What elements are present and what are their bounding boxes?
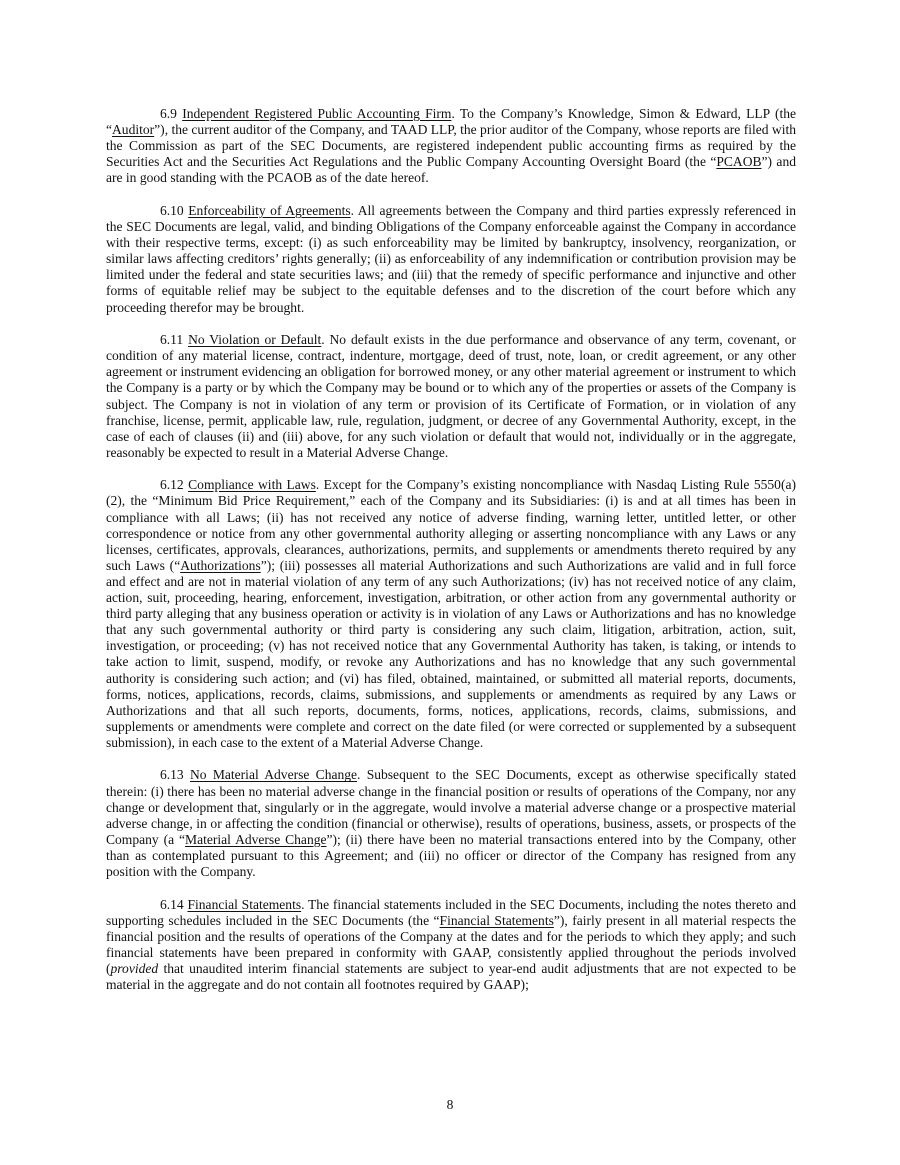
- section-heading: No Material Adverse Change: [190, 767, 358, 783]
- defined-term: Auditor: [112, 122, 155, 138]
- section-number: 6.13: [160, 767, 184, 783]
- section-paragraph: [106, 332, 796, 461]
- section-heading: Independent Registered Public Accounting Firm: [182, 106, 452, 121]
- body-text: ”); (iii) possesses all material Authorizations and such Authorizations are valid and in full force and effect and are not in material violation of any term of any such Authorizations; (iv) has not received notice of any claim, action, suit, proceeding, hearing, enforcement, investigation, arbitration, or other action from any governmental authority or third party alleging that any business operation or activity is in violation of any Laws or Authorizations and has no knowledge that any such governmental authority or third party is considering any such claim, litigation, arbitration, action, suit, investigation, or proceeding; (v) has not received notice that any Governmental Authority has taken, is taking, or intends to take action to limit, suspend, modify, or revoke any Authorizations and has no knowledge that any such governmental authority is considering such action; and (vi) has filed, obtained, maintained, or submitted all material reports, documents, forms, notices, applications, records, claims, submissions, and supplements or amendments as required by any Laws or Authorizations and that all such reports, documents, forms, notices, applications, records, claims, submissions, and supplements or amendments were complete and correct on the date filed (or were corrected or supplemented by a subsequent submission), in each case to the extent of a Material Adverse Change.: [106, 557, 796, 750]
- section-6-9: [106, 106, 796, 186]
- section-heading: No Violation or Default: [188, 332, 322, 348]
- section-heading: Financial Statements: [187, 896, 302, 912]
- section-list: [106, 106, 796, 993]
- section-paragraph: [106, 477, 796, 751]
- section-number: 6.14: [160, 896, 184, 912]
- body-text: . The financial statements included in the SEC Documents, including the notes thereto and supporting schedules included in the SEC Documents (the “: [106, 896, 796, 928]
- body-text: . Except for the Company’s existing noncompliance with Nasdaq Listing Rule 5550(a)(2), the “Minimum Bid Price Requirement,” each of the Company and its Subsidiaries: (i) is and at all times has been in compliance with all Laws; (ii) has not received any notice of adverse finding, warning letter, untitled letter, or other correspondence or notice from any other governmental authority alleging or asserting noncompliance with any Laws or any licenses, certificates, approvals, clearances, authorizations, permits, and supplements or amendments thereto required by any such Laws (“: [106, 477, 796, 573]
- section-paragraph: [106, 767, 796, 880]
- body-text: . Subsequent to the SEC Documents, except as otherwise specifically stated therein: (i) there has been no material adverse change in the financial position or results of operations of the Company, nor any change or development that, singularly or in the aggregate, would involve a material adverse change or a prospective material adverse change, in or affecting the condition (financial or otherwise), results of operations, business, assets, or prospects of the Company (a “: [106, 767, 796, 847]
- section-6-10: [106, 203, 796, 316]
- page-number: 8: [446, 1097, 454, 1112]
- section-6-13: [106, 767, 796, 880]
- body-text: that unaudited interim financial statements are subject to year-end audit adjustments that are not expected to be material in the aggregate and do not contain all footnotes required by GAAP);: [106, 961, 796, 993]
- defined-term: PCAOB: [716, 154, 762, 170]
- section-paragraph: [106, 106, 796, 186]
- section-6-11: [106, 332, 796, 461]
- section-paragraph: [106, 203, 796, 316]
- defined-term: Financial Statements: [439, 912, 554, 928]
- section-heading: Compliance with Laws: [188, 477, 316, 493]
- body-text: . To the Company’s Knowledge, Simon & Edward, LLP (the “: [106, 106, 797, 138]
- section-6-12: [106, 477, 796, 751]
- section-paragraph: [106, 897, 796, 994]
- section-number: 6.11: [160, 332, 184, 348]
- body-text: . All agreements between the Company and third parties expressly referenced in the SEC Documents are legal, valid, and binding Obligations of the Company enforceable against the Company in accordance with their respective terms, except: (i) as such enforceability may be limited by bankruptcy, insolvency, reorganization, or similar laws affecting creditors’ rights generally; (ii) as enforceability of any indemnification or contribution provision may be limited under the federal and state securities laws; and (iii) that the remedy of specific performance and injunctive and other forms of equitable relief may be subject to the equitable defenses and to the discretion of the court before which any proceeding therefor may be brought.: [106, 202, 796, 315]
- defined-term: Material Adverse Change: [185, 831, 327, 847]
- body-text: ”), fairly present in all material respects the financial position and the results of operations of the Company at the dates and for the periods to which they apply; and such financial statements have been prepared in conformity with GAAP, consistently applied throughout the periods involved (: [106, 912, 796, 976]
- body-text: ”) and are in good standing with the PCAOB as of the date hereof.: [106, 154, 796, 186]
- defined-term: Authorizations: [180, 557, 261, 573]
- section-number: 6.12: [160, 477, 184, 493]
- document-page: [106, 106, 796, 1010]
- body-text: . No default exists in the due performance and observance of any term, covenant, or condition of any material license, contract, indenture, mortgage, deed of trust, note, loan, or credit agreement, or any other agreement or instrument evidencing an obligation for borrowed money, or any other material agreement or instrument to which the Company is a party or by which the Company may be bound or to which any of the properties or assets of the Company is subject. The Company is not in violation of any term or provision of its Certificate of Formation, or in violation of any franchise, license, permit, applicable law, rule, regulation, judgment, or decree of any Governmental Authority, except, in the case of each of clauses (ii) and (iii) above, for any such violation or default that would not, individually or in the aggregate, reasonably be expected to result in a Material Adverse Change.: [106, 332, 796, 460]
- section-heading: Enforceability of Agreements: [188, 202, 351, 218]
- body-text: ”), the current auditor of the Company, and TAAD LLP, the prior auditor of the Company, whose reports are filed with the Commission as part of the SEC Documents, are registered independent public accounting firms as required by the Securities Act and the Securities Act Regulations and the Public Company Accounting Oversight Board (the “: [106, 122, 796, 170]
- body-text: ”); (ii) there have been no material transactions entered into by the Company, other than as contemplated pursuant to this Agreement; and (iii) no officer or director of the Company has resigned from any position with the Company.: [106, 831, 796, 880]
- section-6-14: [106, 897, 796, 994]
- italic-term: provided: [110, 961, 159, 976]
- section-number: 6.9: [160, 106, 177, 121]
- section-number: 6.10: [160, 202, 184, 218]
